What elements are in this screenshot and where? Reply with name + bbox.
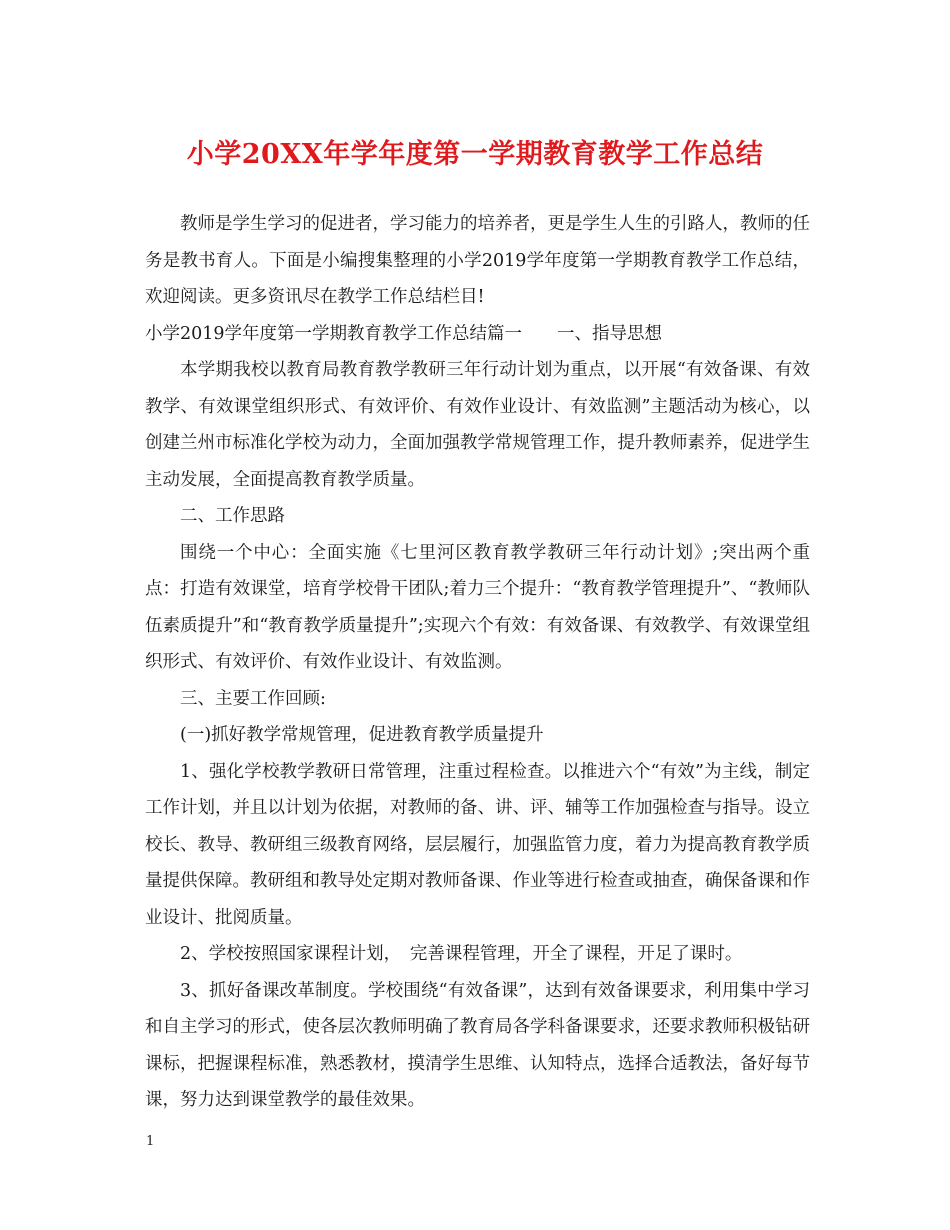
document-title: 小学20XX年学年度第一学期教育教学工作总结 (186, 139, 764, 170)
paragraph-section-heading-2: 二、工作思路 (180, 506, 285, 526)
paragraph-intro: 教师是学生学习的促进者，学习能力的培养者，更是学生人生的引路人，教师的任务是教书育人。下面是小编搜集整理的小学2019学年度第一学期教育教学工作总结，欢迎阅读。更多资讯尽在教学工作总结栏目! (145, 214, 810, 307)
paragraph-item-1: 1、强化学校教学教研日常管理，注重过程检查。以推进六个“有效”为主线，制定工作计划，并且以计划为依据，对教师的备、讲、评、辅等工作加强检查与指导。设立校长、教导、教研组三级教育网络，层层履行，加强监管力度，着力为提高教育教学质量提供保障。教研组和教导处定期对教师备课、作业等进行检查或抽查，确保备课和作业设计、批阅质量。 (145, 761, 810, 928)
paragraph-section-heading-1: 小学2019学年度第一学期教育教学工作总结篇一 一、指导思想 (145, 323, 663, 344)
page-number: 1 (146, 1134, 155, 1149)
paragraph-item-3: 3、抓好备课改革制度。学校围绕“有效备课”，达到有效备课要求，利用集中学习和自主学习的形式，使各层次教师明确了教育局各学科备课要求，还要求教师积极钻研课标，把握课程标准，熟悉教材，摸清学生思维、认知特点，选择合适教法，备好每节课，努力达到课堂教学的最佳效果。 (145, 980, 810, 1110)
paragraph-item-2: 2、学校按照国家课程计划， 完善课程管理，开全了课程，开足了课时。 (180, 944, 743, 964)
document-body (145, 206, 810, 1119)
paragraph-work-ideas: 围绕一个中心：全面实施《七里河区教育教学教研三年行动计划》;突出两个重点：打造有效课堂，培育学校骨干团队;着力三个提升：“教育教学管理提升”、“教师队伍素质提升”和“教育教学质量提升”;实现六个有效：有效备课、有效教学、有效课堂组织形式、有效评价、有效作业设计、有效监测。 (145, 542, 810, 672)
paragraph-guiding-idea: 本学期我校以教育局教育教学教研三年行动计划为重点，以开展“有效备课、有效教学、有效课堂组织形式、有效评价、有效作业设计、有效监测”主题活动为核心，以创建兰州市标准化学校为动力，全面加强教学常规管理工作，提升教师素养，促进学生主动发展，全面提高教育教学质量。 (145, 360, 810, 490)
paragraph-subheading-1: (一)抓好教学常规管理，促进教育教学质量提升 (180, 725, 544, 745)
paragraph-section-heading-3: 三、主要工作回顾: (180, 688, 326, 709)
